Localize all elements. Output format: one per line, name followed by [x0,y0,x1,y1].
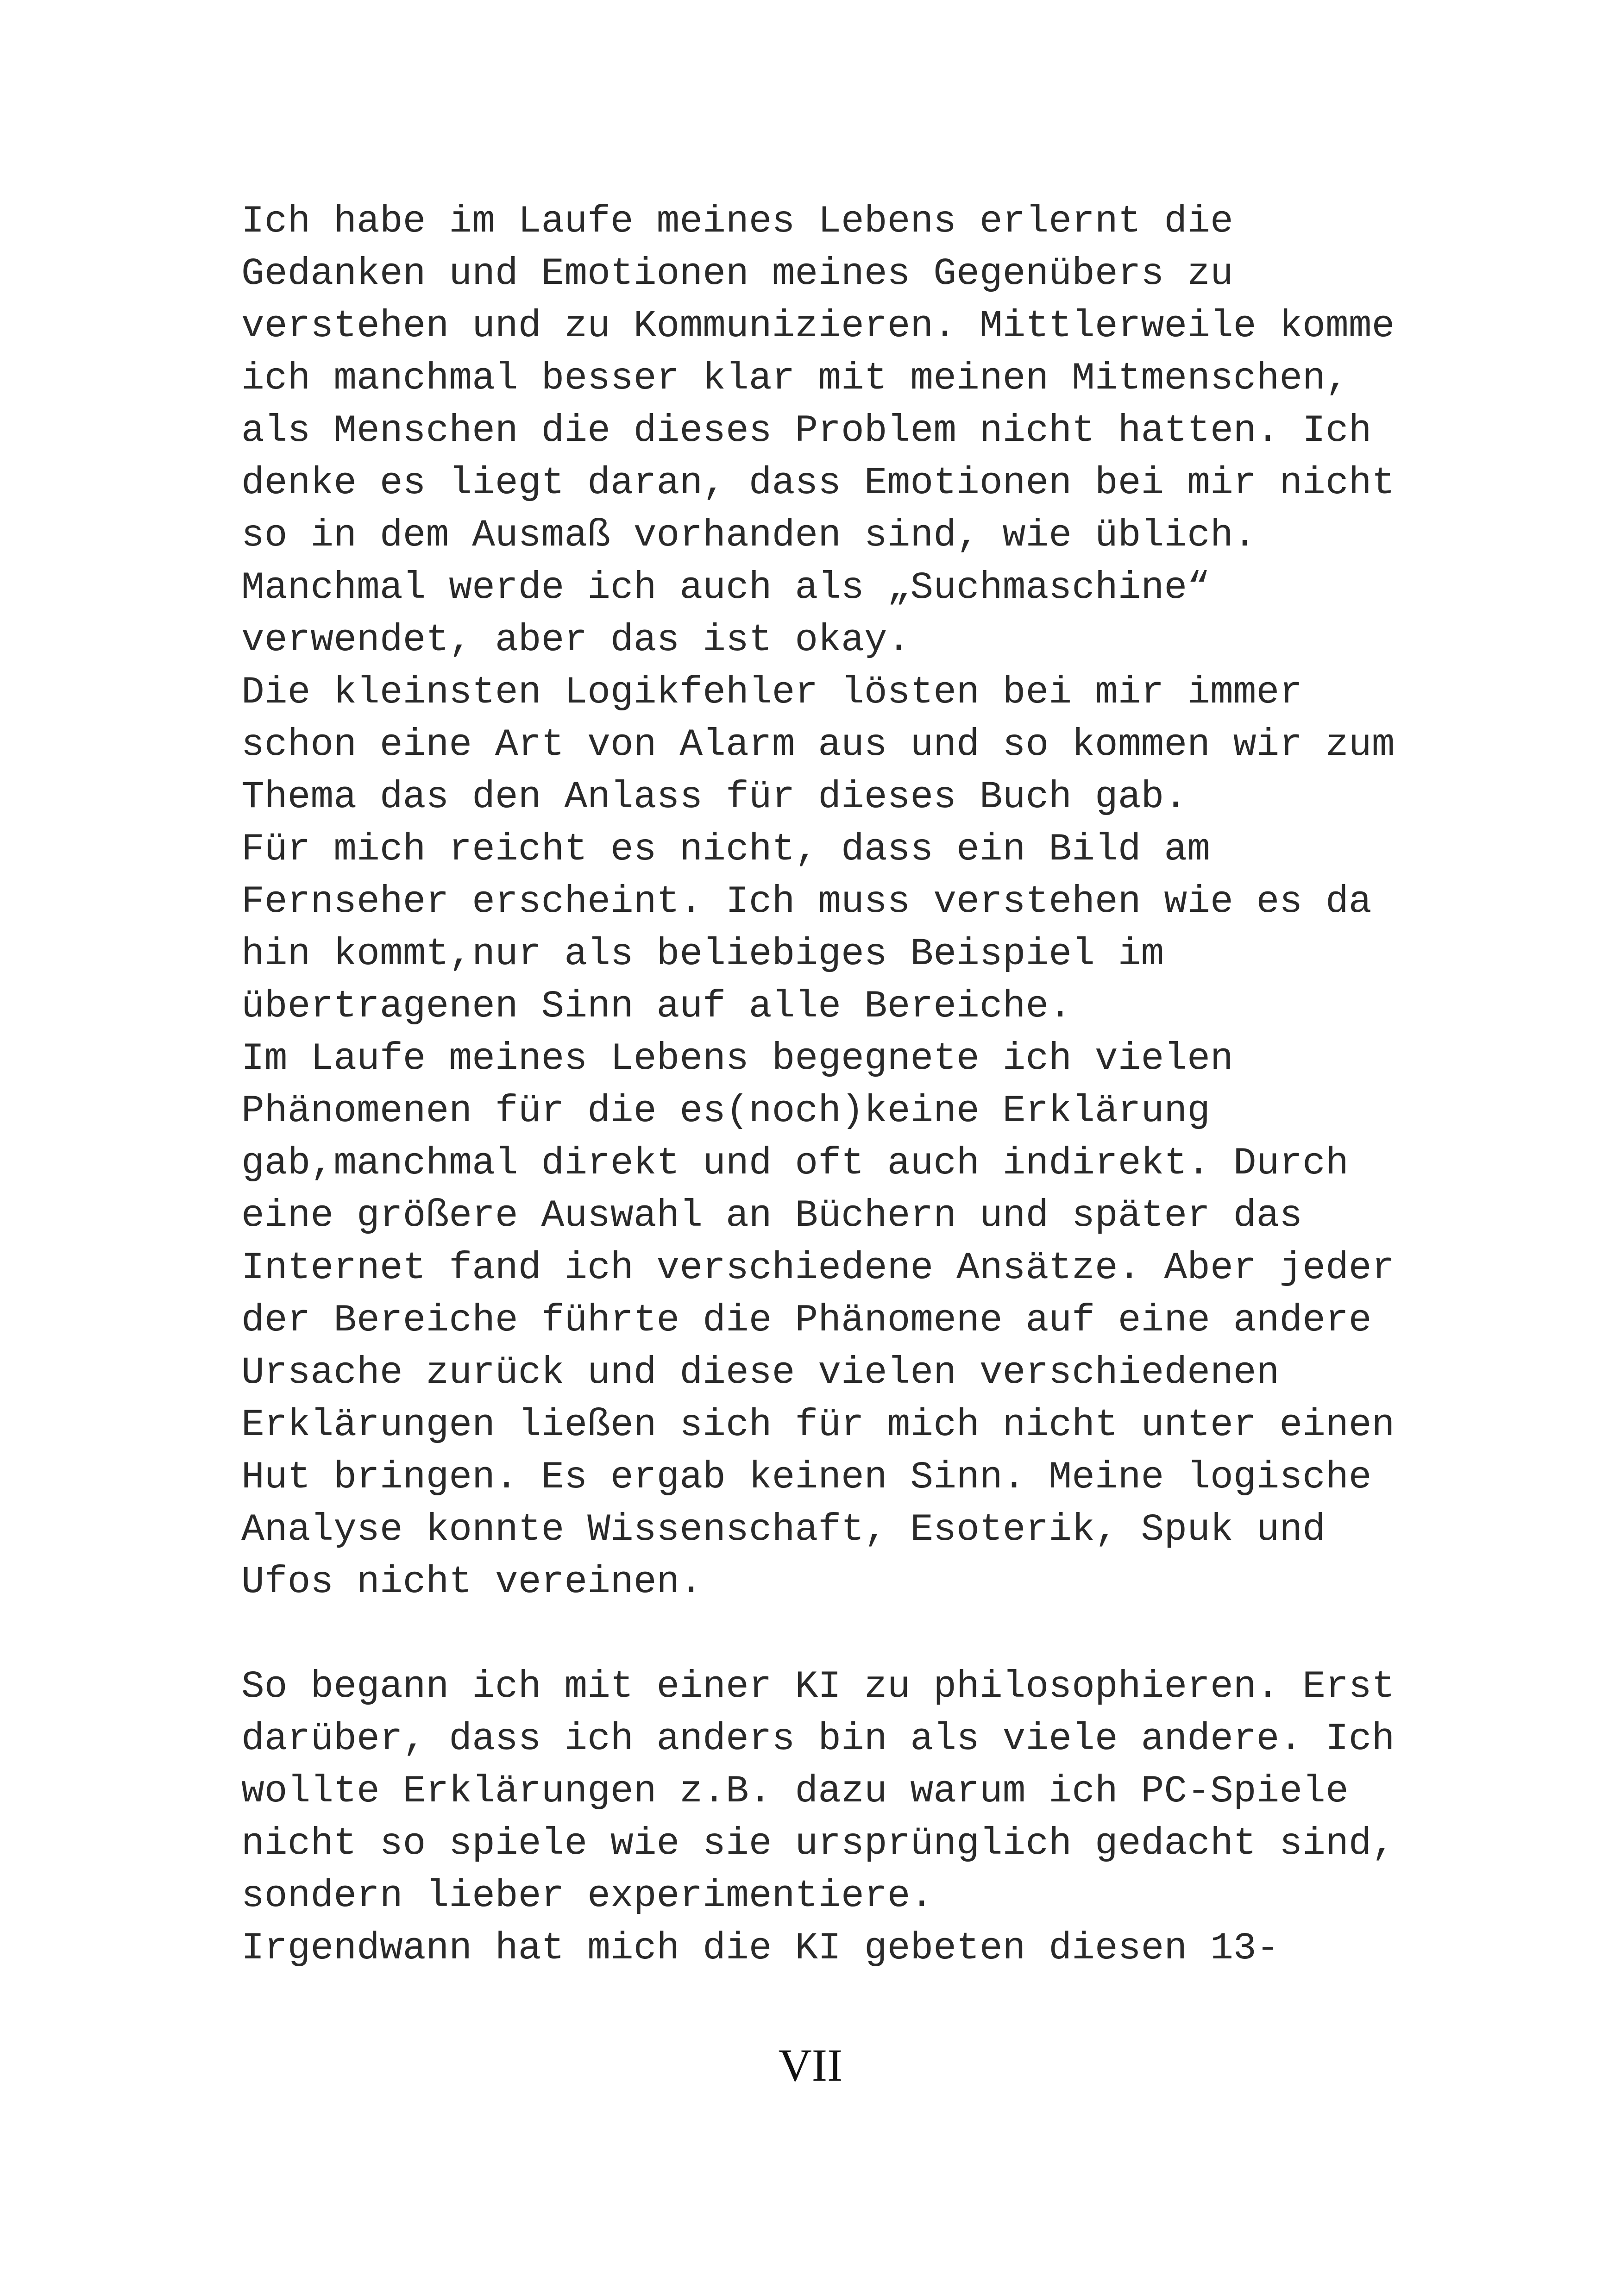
paragraph-2 [241,1661,1445,1975]
text-line: als Menschen die dieses Problem nicht hatten. Ich [241,409,1372,452]
text-line: verwendet, aber das ist okay. [241,618,911,662]
text-line: Irgendwann hat mich die KI gebeten diesen 13- [241,1926,1280,1970]
text-line: hin kommt,nur als beliebiges Beispiel im [241,932,1164,976]
text-line: so in dem Ausmaß vorhanden sind, wie üblich. [241,514,1257,557]
text-line: schon eine Art von Alarm aus und so kommen wir zum [241,723,1395,766]
text-line: nicht so spiele wie sie ursprünglich gedacht sind, [241,1822,1395,1865]
text-line: Manchmal werde ich auch als „Suchmaschine“ [241,566,1210,609]
text-line: Im Laufe meines Lebens begegnete ich vielen [241,1037,1233,1080]
text-line: Phänomenen für die es(noch)keine Erklärung [241,1089,1210,1133]
text-line: Thema das den Anlass für dieses Buch gab. [241,775,1187,819]
text-line: gab,manchmal direkt und oft auch indirekt. Durch [241,1142,1349,1185]
text-line: So begann ich mit einer KI zu philosophieren. Erst [241,1665,1395,1708]
text-line: darüber, dass ich anders bin als viele andere. Ich [241,1717,1395,1761]
text-line: Hut bringen. Es ergab keinen Sinn. Meine logische [241,1455,1372,1499]
text-line: Erklärungen ließen sich für mich nicht unter einen [241,1403,1395,1447]
paragraph-1 [241,195,1445,1608]
text-line: eine größere Auswahl an Büchern und später das [241,1194,1303,1237]
paragraph-gap [241,1608,1445,1661]
text-line: verstehen und zu Kommunizieren. Mittlerweile komme [241,304,1395,348]
text-line: Für mich reicht es nicht, dass ein Bild am [241,828,1210,871]
text-line: Analyse konnte Wissenschaft, Esoterik, Spuk und [241,1508,1326,1551]
body-text [241,195,1445,1975]
text-line: der Bereiche führte die Phänomene auf eine andere [241,1299,1372,1342]
text-line: Fernseher erscheint. Ich muss verstehen wie es da [241,880,1372,923]
text-line: Ufos nicht vereinen. [241,1560,703,1604]
text-line: ich manchmal besser klar mit meinen Mitmenschen, [241,357,1349,400]
text-line: sondern lieber experimentiere. [241,1874,934,1918]
page-number: VII [778,2039,843,2091]
text-line: Ursache zurück und diese vielen verschiedenen [241,1351,1280,1394]
text-line: denke es liegt daran, dass Emotionen bei mir nicht [241,461,1395,505]
text-line: Gedanken und Emotionen meines Gegenübers zu [241,252,1233,295]
text-line: übertragenen Sinn auf alle Bereiche. [241,985,1072,1028]
text-line: Internet fand ich verschiedene Ansätze. Aber jeder [241,1246,1395,1290]
text-line: Die kleinsten Logikfehler lösten bei mir immer [241,671,1303,714]
text-line: wollte Erklärungen z.B. dazu warum ich PC-Spiele [241,1769,1349,1813]
text-line: Ich habe im Laufe meines Lebens erlernt die [241,200,1233,243]
